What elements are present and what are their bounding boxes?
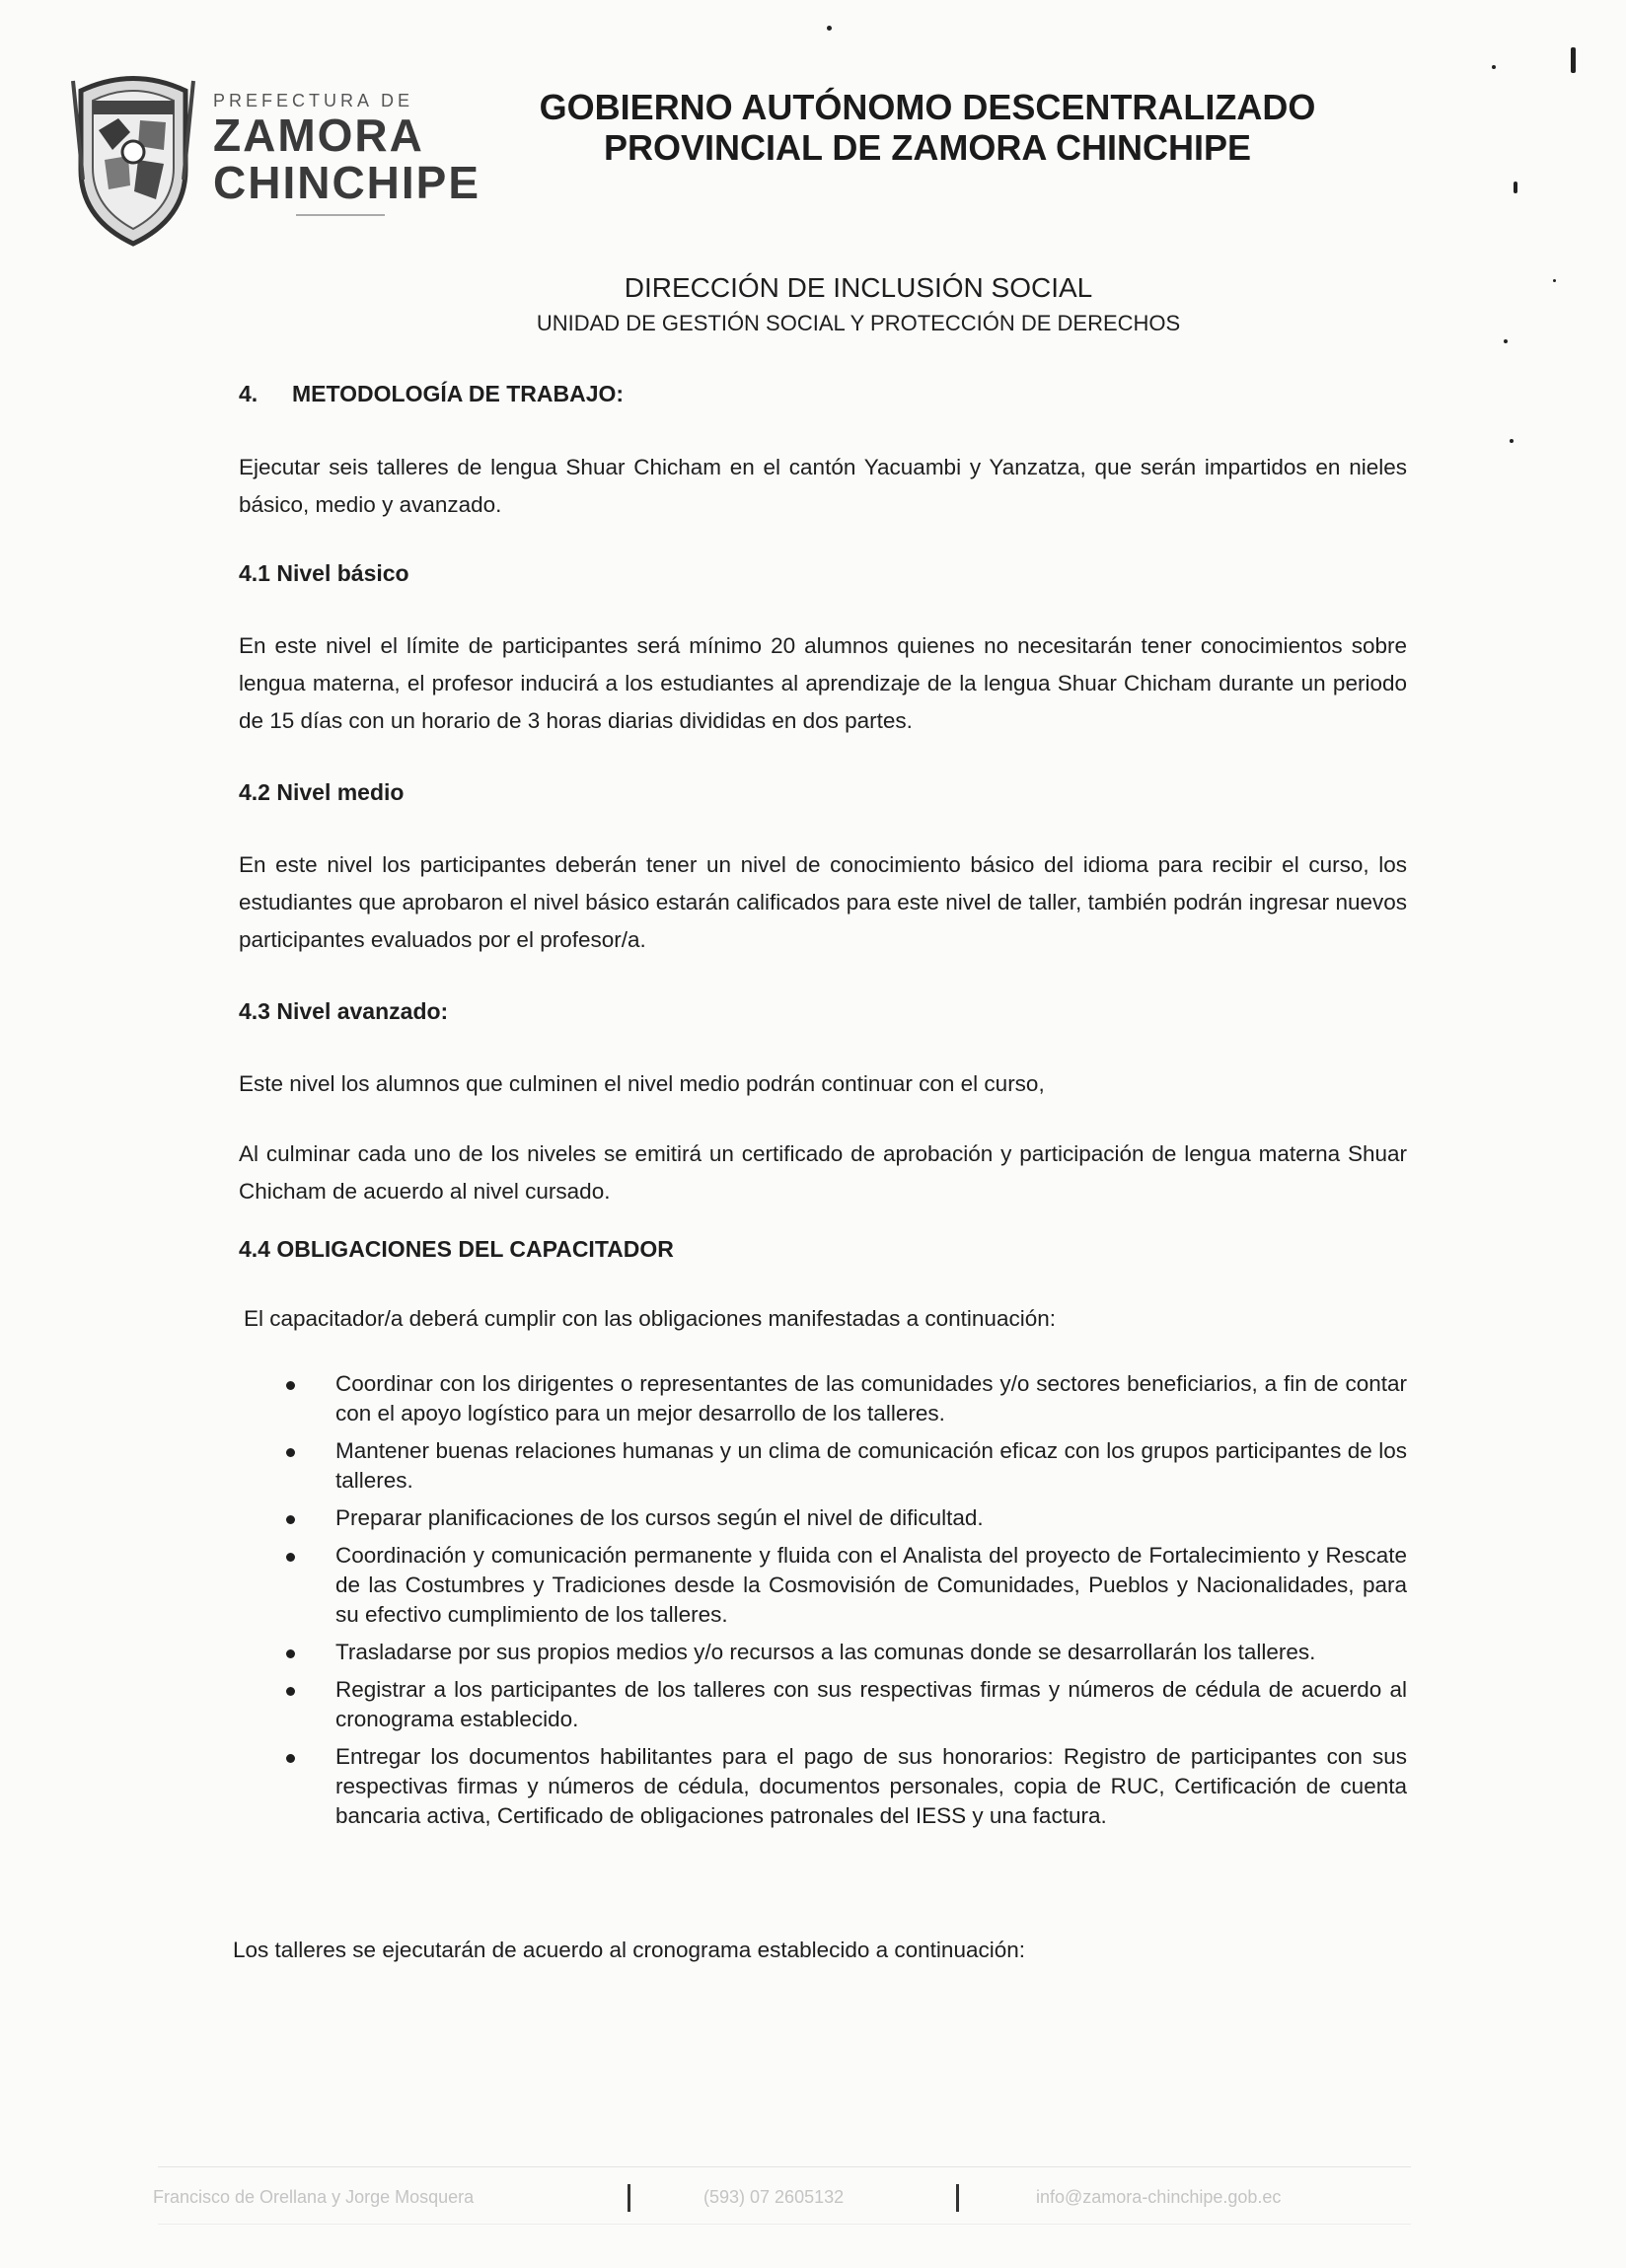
list-item-text: Coordinar con los dirigentes o representantes de las comunidades y/o sectores beneficiarios, a fin de contar con el apoyo logístico para un mejor desarrollo de los talleres. bbox=[335, 1371, 1407, 1426]
list-item bbox=[276, 1742, 1407, 1831]
scan-mark bbox=[1553, 279, 1556, 282]
government-title-line1: GOBIERNO AUTÓNOMO DESCENTRALIZADO bbox=[539, 87, 1316, 127]
list-item-text: Trasladarse por sus propios medios y/o recursos a las comunas donde se desarrollarán los talleres. bbox=[335, 1640, 1316, 1664]
list-item-text: Registrar a los participantes de los talleres con sus respectivas firmas y números de cédula de acuerdo al cronograma establecido. bbox=[335, 1677, 1407, 1731]
section-4-3-title: 4.3 Nivel avanzado: bbox=[239, 998, 449, 1024]
section-4-2-title: 4.2 Nivel medio bbox=[239, 779, 405, 805]
footer-separator bbox=[956, 2184, 959, 2212]
scan-mark bbox=[1504, 339, 1508, 343]
footer-email: info@zamora-chinchipe.gob.ec bbox=[1036, 2187, 1282, 2207]
list-item-text: Mantener buenas relaciones humanas y un clima de comunicación eficaz con los grupos participantes de los talleres. bbox=[335, 1438, 1407, 1493]
brand-name-line1: ZAMORA bbox=[213, 110, 424, 161]
footer-address: Francisco de Orellana y Jorge Mosquera bbox=[153, 2187, 475, 2207]
footer-separator bbox=[628, 2184, 630, 2212]
brand-underline bbox=[296, 214, 385, 216]
section-4-number: 4. bbox=[239, 381, 259, 406]
bullet-icon bbox=[286, 1553, 295, 1562]
bullet-icon bbox=[286, 1448, 295, 1457]
list-item bbox=[276, 1675, 1407, 1734]
prefecture-logo bbox=[69, 61, 483, 258]
section-4-intro: Ejecutar seis talleres de lengua Shuar Chicham en el cantón Yacuambi y Yanzatza, que serán impartidos en nieles básico, medio y avanzado. bbox=[239, 455, 1407, 517]
unit-title: UNIDAD DE GESTIÓN SOCIAL Y PROTECCIÓN DE DERECHOS bbox=[536, 311, 1181, 335]
provincial-shield-icon bbox=[69, 61, 197, 249]
bullet-icon bbox=[286, 1515, 295, 1524]
bullet-icon bbox=[286, 1649, 295, 1658]
section-4-4-title: 4.4 OBLIGACIONES DEL CAPACITADOR bbox=[239, 1236, 674, 1262]
bullet-icon bbox=[286, 1687, 295, 1696]
bullet-icon bbox=[286, 1754, 295, 1763]
list-item-text: Entregar los documentos habilitantes para el pago de sus honorarios: Registro de participantes con sus respectivas firmas y números de cédula, documentos personales, copia de RUC, Certificación de cuenta bancaria activa, Certificado de obligaciones patronales del IESS y una factura. bbox=[335, 1744, 1407, 1828]
list-item-text: Preparar planificaciones de los cursos según el nivel de dificultad. bbox=[335, 1505, 984, 1530]
brand-prefix: PREFECTURA DE bbox=[213, 91, 414, 110]
list-item-text: Coordinación y comunicación permanente y fluida con el Analista del proyecto de Fortalecimiento y Rescate de las Costumbres y Tradiciones desde la Cosmovisión de Comunidades, Pueblos y Nacionalidades, para su efectivo cumplimiento de los talleres. bbox=[335, 1543, 1407, 1627]
scan-mark bbox=[1492, 65, 1496, 69]
brand-name-line2: CHINCHIPE bbox=[213, 157, 481, 208]
section-4-3-certificate-text: Al culminar cada uno de los niveles se emitirá un certificado de aprobación y participación de lengua materna Shuar Chicham de acuerdo al nivel cursado. bbox=[239, 1141, 1407, 1204]
scan-mark bbox=[1571, 47, 1576, 73]
footer-phone: (593) 07 2605132 bbox=[703, 2187, 845, 2207]
list-item bbox=[276, 1638, 1407, 1667]
direction-title: DIRECCIÓN DE INCLUSIÓN SOCIAL bbox=[624, 272, 1093, 303]
section-4-3-text: Este nivel los alumnos que culminen el nivel medio podrán continuar con el curso, bbox=[239, 1071, 1045, 1096]
section-4-heading bbox=[239, 379, 1407, 408]
scan-mark bbox=[1514, 182, 1517, 193]
list-item bbox=[276, 1503, 1407, 1533]
section-4-4-intro: El capacitador/a deberá cumplir con las obligaciones manifestadas a continuación: bbox=[244, 1306, 1056, 1331]
list-item bbox=[276, 1436, 1407, 1496]
bullet-icon bbox=[286, 1381, 295, 1390]
section-4-1-text: En este nivel el límite de participantes será mínimo 20 alumnos quienes no necesitarán tener conocimientos sobre lengua materna, el profesor inducirá a los estudiantes al aprendizaje de la lengua Shuar Chicham durante un periodo de 15 días con un horario de 3 horas diarias divididas en dos partes. bbox=[239, 633, 1407, 733]
section-4-title: METODOLOGÍA DE TRABAJO: bbox=[292, 381, 625, 406]
government-title-line2: PROVINCIAL DE ZAMORA CHINCHIPE bbox=[603, 127, 1252, 168]
footer-divider bbox=[158, 2224, 1411, 2225]
list-item bbox=[276, 1369, 1407, 1428]
section-4-1-title: 4.1 Nivel básico bbox=[239, 560, 409, 586]
government-title bbox=[434, 87, 1421, 168]
closing-sentence: Los talleres se ejecutarán de acuerdo al cronograma establecido a continuación: bbox=[233, 1938, 1026, 1962]
footer-divider bbox=[158, 2166, 1411, 2167]
section-4-2-text: En este nivel los participantes deberán tener un nivel de conocimiento básico del idioma para recibir el curso, los estudiantes que aprobaron el nivel básico estarán calificados para este nivel de taller, también podrán ingresar nuevos participantes evaluados por el profesor/a. bbox=[239, 852, 1407, 952]
scan-mark bbox=[1510, 439, 1514, 443]
scan-mark bbox=[827, 26, 832, 31]
list-item bbox=[276, 1541, 1407, 1630]
obligations-list bbox=[276, 1369, 1407, 1839]
